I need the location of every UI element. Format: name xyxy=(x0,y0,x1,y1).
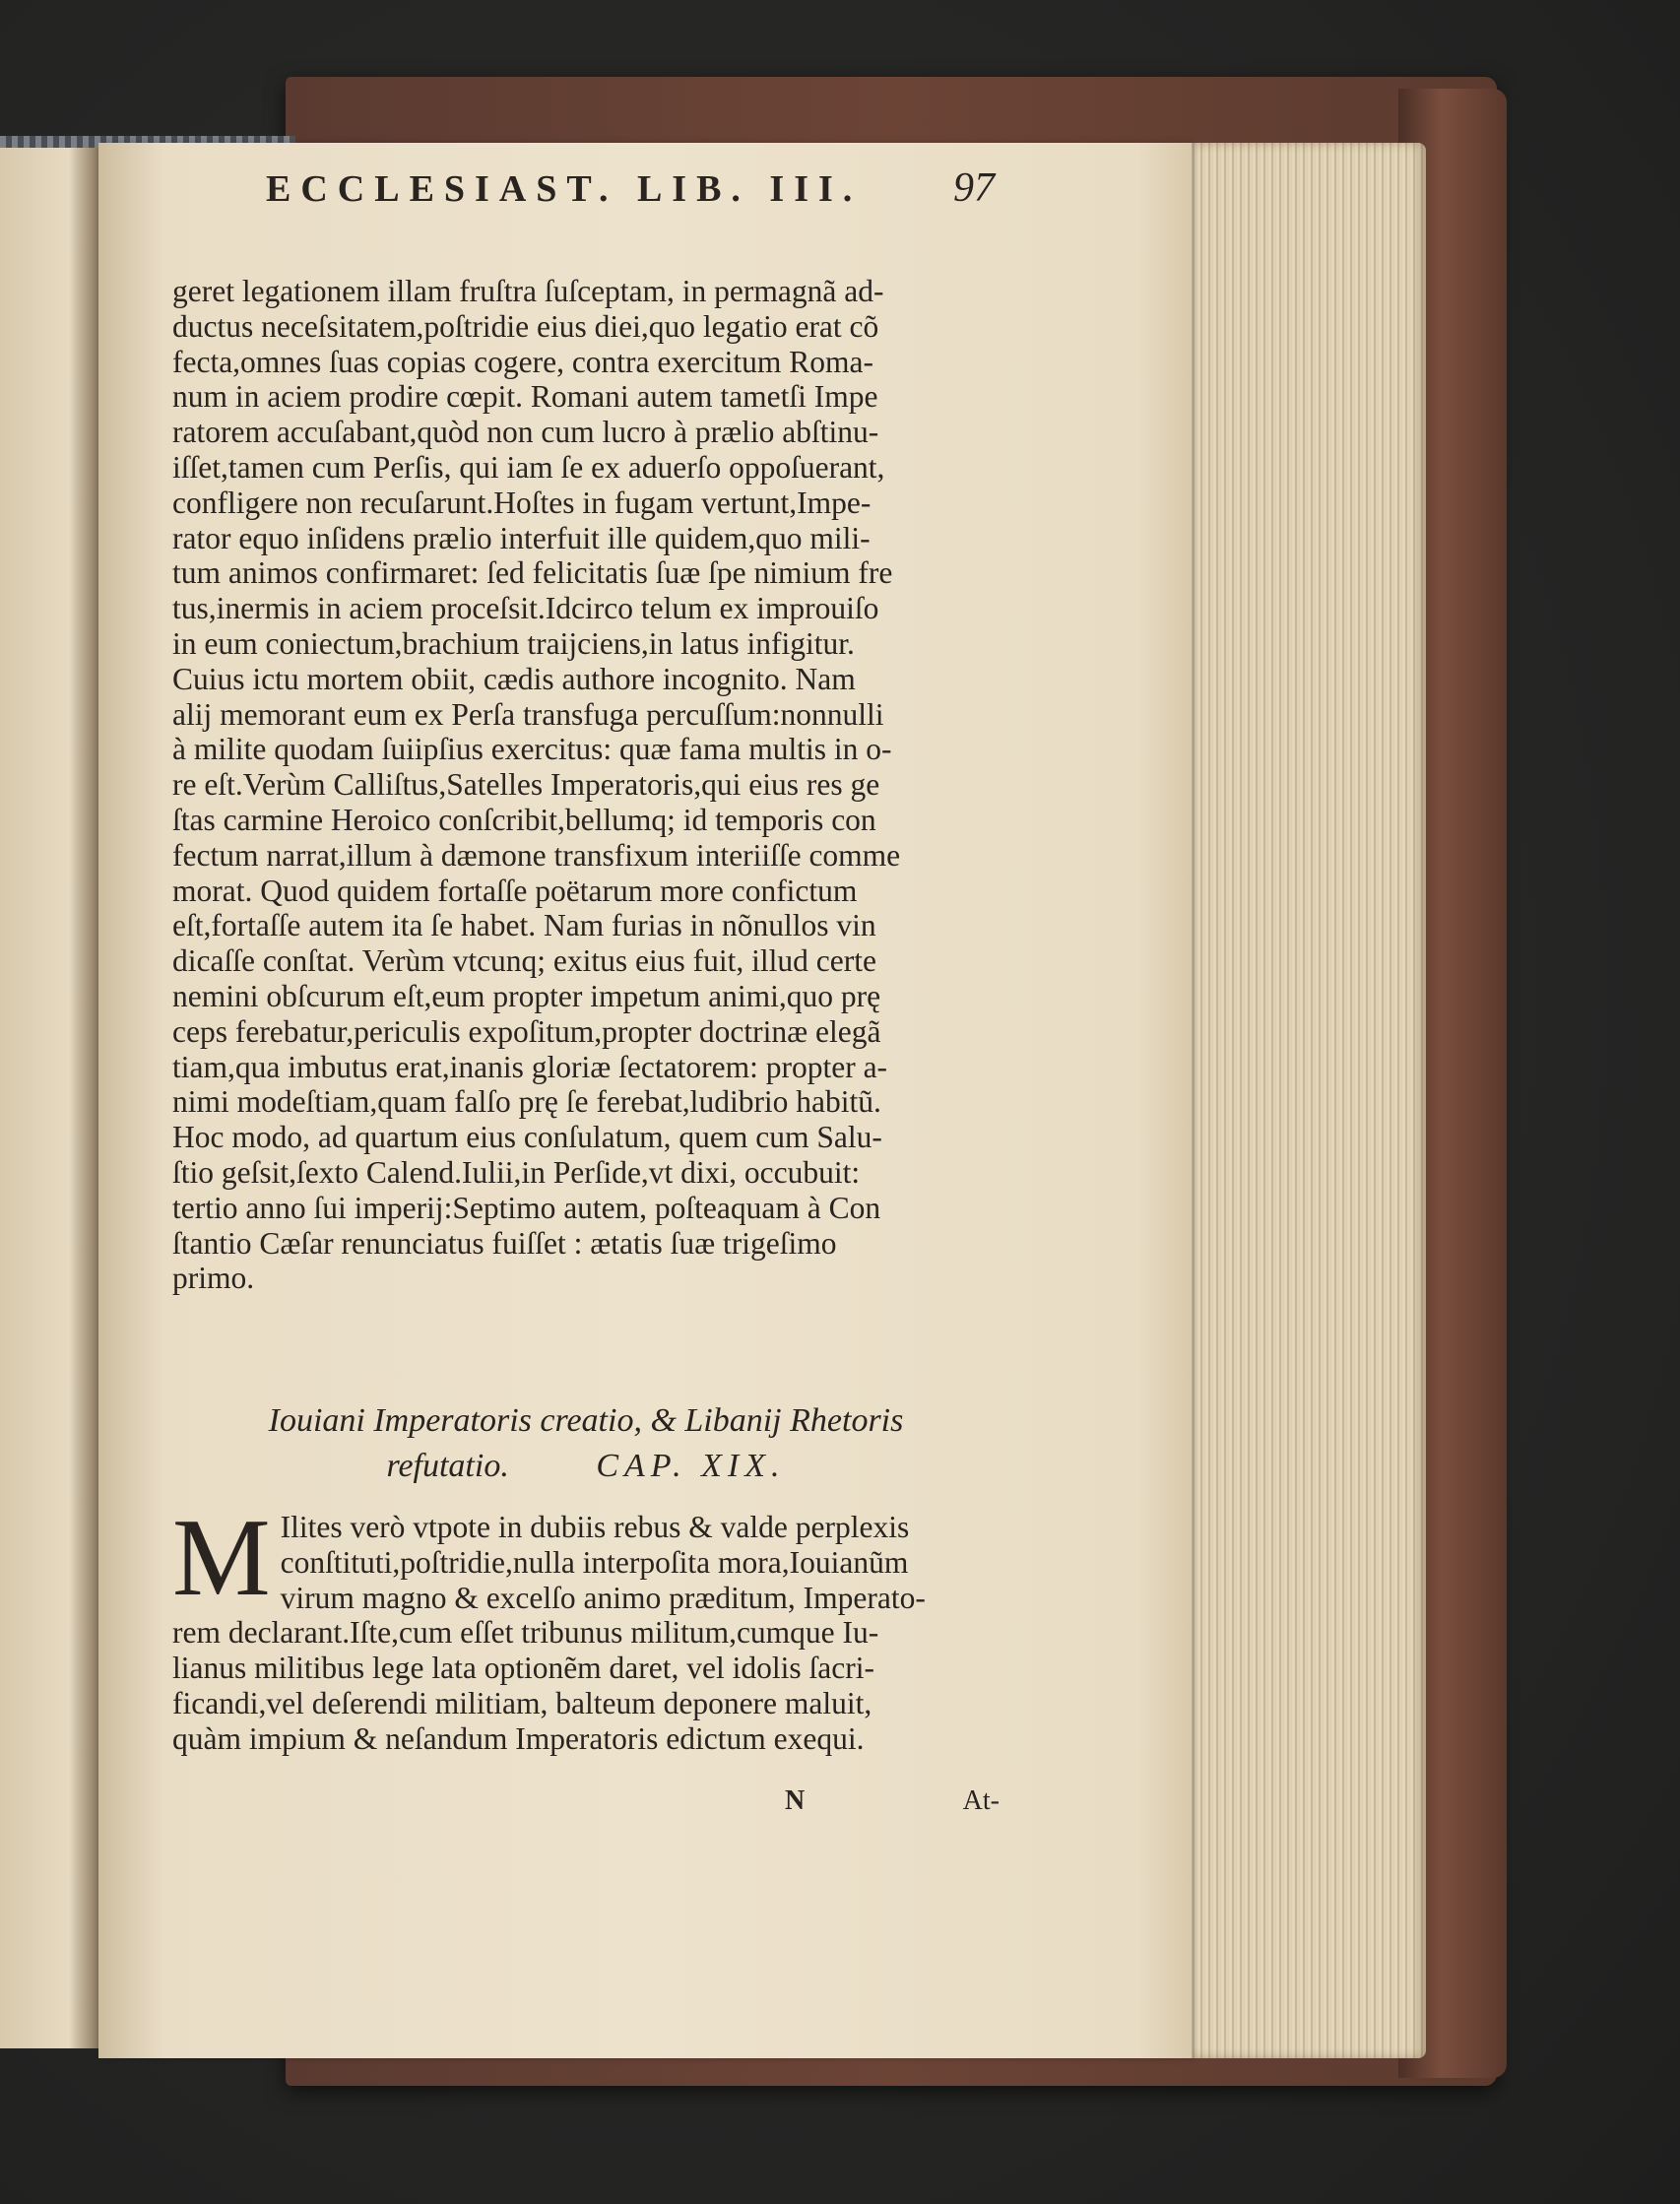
text-line: Cuius ictu mortem obiit, cædis authore incognito. Nam xyxy=(172,661,856,696)
text-line: fectum narrat,illum à dæmone transfixum interiiſſe comme xyxy=(172,837,901,873)
text-line: ratorem accuſabant,quòd non cum lucro à prælio abſtinu- xyxy=(172,415,879,450)
text-line: ductus neceſsitatem,poſtridie eius diei,quo legatio erat cõ xyxy=(172,308,879,344)
text-line: alij memorant eum ex Perſa transfuga percuſſum:nonnulli xyxy=(172,696,884,732)
chapter-title-continued: refutatio. xyxy=(386,1448,509,1484)
page-number: 97 xyxy=(953,165,995,211)
text-line: fecta,omnes ſuas copias cogere, contra exercitum Roma- xyxy=(172,344,873,379)
signature-mark: N xyxy=(785,1785,806,1816)
catchword: At- xyxy=(962,1785,1000,1816)
drop-cap: M xyxy=(172,1497,271,1619)
text-line: ceps ferebatur,periculis expoſitum,propter doctrinæ elegã xyxy=(172,1013,881,1049)
chapter-body xyxy=(172,1497,1000,1757)
text-line: num in aciem prodire cœpit. Romani autem tametſi Impe xyxy=(172,379,878,415)
text-line: re eſt.Verùm Calliſtus,Satelles Imperatoris,qui eius res ge xyxy=(172,767,880,803)
text-line: lianus militibus lege lata optionẽm daret, vel idolis ſacri- xyxy=(172,1651,874,1686)
text-line: conſtituti,poſtridie,nulla interpoſita mora,Iouianũm xyxy=(280,1544,909,1580)
text-line: Hoc modo, ad quartum eius conſulatum, quem cum Salu- xyxy=(172,1120,882,1155)
text-line: tertio anno ſui imperij:Septimo autem, poſteaquam à Con xyxy=(172,1190,881,1225)
text-line: iſſet,tamen cum Perſis, qui iam ſe ex aduerſo oppoſuerant, xyxy=(172,449,885,485)
text-line: tum animos confirmaret: ſed felicitatis ſuæ ſpe nimium fre xyxy=(172,555,893,591)
text-line: eſt,fortaſſe autem ita ſe habet. Nam furias in nõnullos vin xyxy=(172,908,876,943)
body-text xyxy=(172,274,1000,1296)
running-head-title: ECCLESIAST. LIB. III. xyxy=(266,168,863,210)
page-footer xyxy=(172,1785,1000,1825)
text-line: à milite quodam ſuiipſius exercitus: quæ fama multis in o- xyxy=(172,732,892,767)
text-line: tiam,qua imbutus erat,inanis gloriæ ſectatorem: propter a- xyxy=(172,1049,888,1084)
text-line: morat. Quod quidem fortaſſe poëtarum more confictum xyxy=(172,873,858,908)
chapter-number: CAP. XIX. xyxy=(596,1448,786,1484)
text-line: ſtio geſsit,ſexto Calend.Iulii,in Perſide,vt dixi, occubuit: xyxy=(172,1154,861,1190)
text-line: ſtas carmine Heroico conſcribit,bellumq; id temporis con xyxy=(172,802,876,837)
text-line: confligere non recuſarunt.Hoſtes in fugam vertunt,Impe- xyxy=(172,485,872,520)
text-line: rem declarant.Iſte,cum eſſet tribunus militum,cumque Iu- xyxy=(172,1615,879,1651)
chapter-heading xyxy=(172,1398,1000,1489)
text-line: dicaſſe conſtat. Verùm vtcunq; exitus eius fuit, illud certe xyxy=(172,943,876,979)
text-line: primo. xyxy=(172,1261,255,1296)
book-page xyxy=(98,143,1192,2058)
text-line: tus,inermis in aciem proceſsit.Idcirco telum ex improuiſo xyxy=(172,591,879,626)
page-block-fore-edge xyxy=(1190,143,1426,2058)
text-line: quàm impium & neſandum Imperatoris edictum exequi. xyxy=(172,1720,865,1756)
text-line: in eum coniectum,brachium traijciens,in latus infigitur. xyxy=(172,625,855,661)
text-line: rator equo inſidens prælio interfuit ille quidem,quo mili- xyxy=(172,520,871,555)
text-line: nemini obſcurum eſt,eum propter impetum animi,quo prę xyxy=(172,978,881,1013)
text-line: ficandi,vel deſerendi militiam, balteum deponere maluit, xyxy=(172,1685,872,1720)
text-line: Ilites verò vtpote in dubiis rebus & valde perplexis xyxy=(280,1510,910,1544)
text-line: nimi modeſtiam,quam falſo prę ſe ferebat,ludibrio habitũ. xyxy=(172,1084,881,1120)
chapter-subtitle-line xyxy=(172,1444,1000,1489)
running-head xyxy=(266,164,995,212)
text-line: virum magno & excelſo animo præditum, Imperato- xyxy=(280,1580,926,1615)
text-line: ſtantio Cæſar renunciatus fuiſſet : ætatis ſuæ trigeſimo xyxy=(172,1225,837,1261)
text-line: geret legationem illam fruſtra ſuſceptam, in permagnã ad- xyxy=(172,274,884,308)
chapter-title: Iouiani Imperatoris creatio, & Libanij Rhetoris xyxy=(268,1402,904,1439)
